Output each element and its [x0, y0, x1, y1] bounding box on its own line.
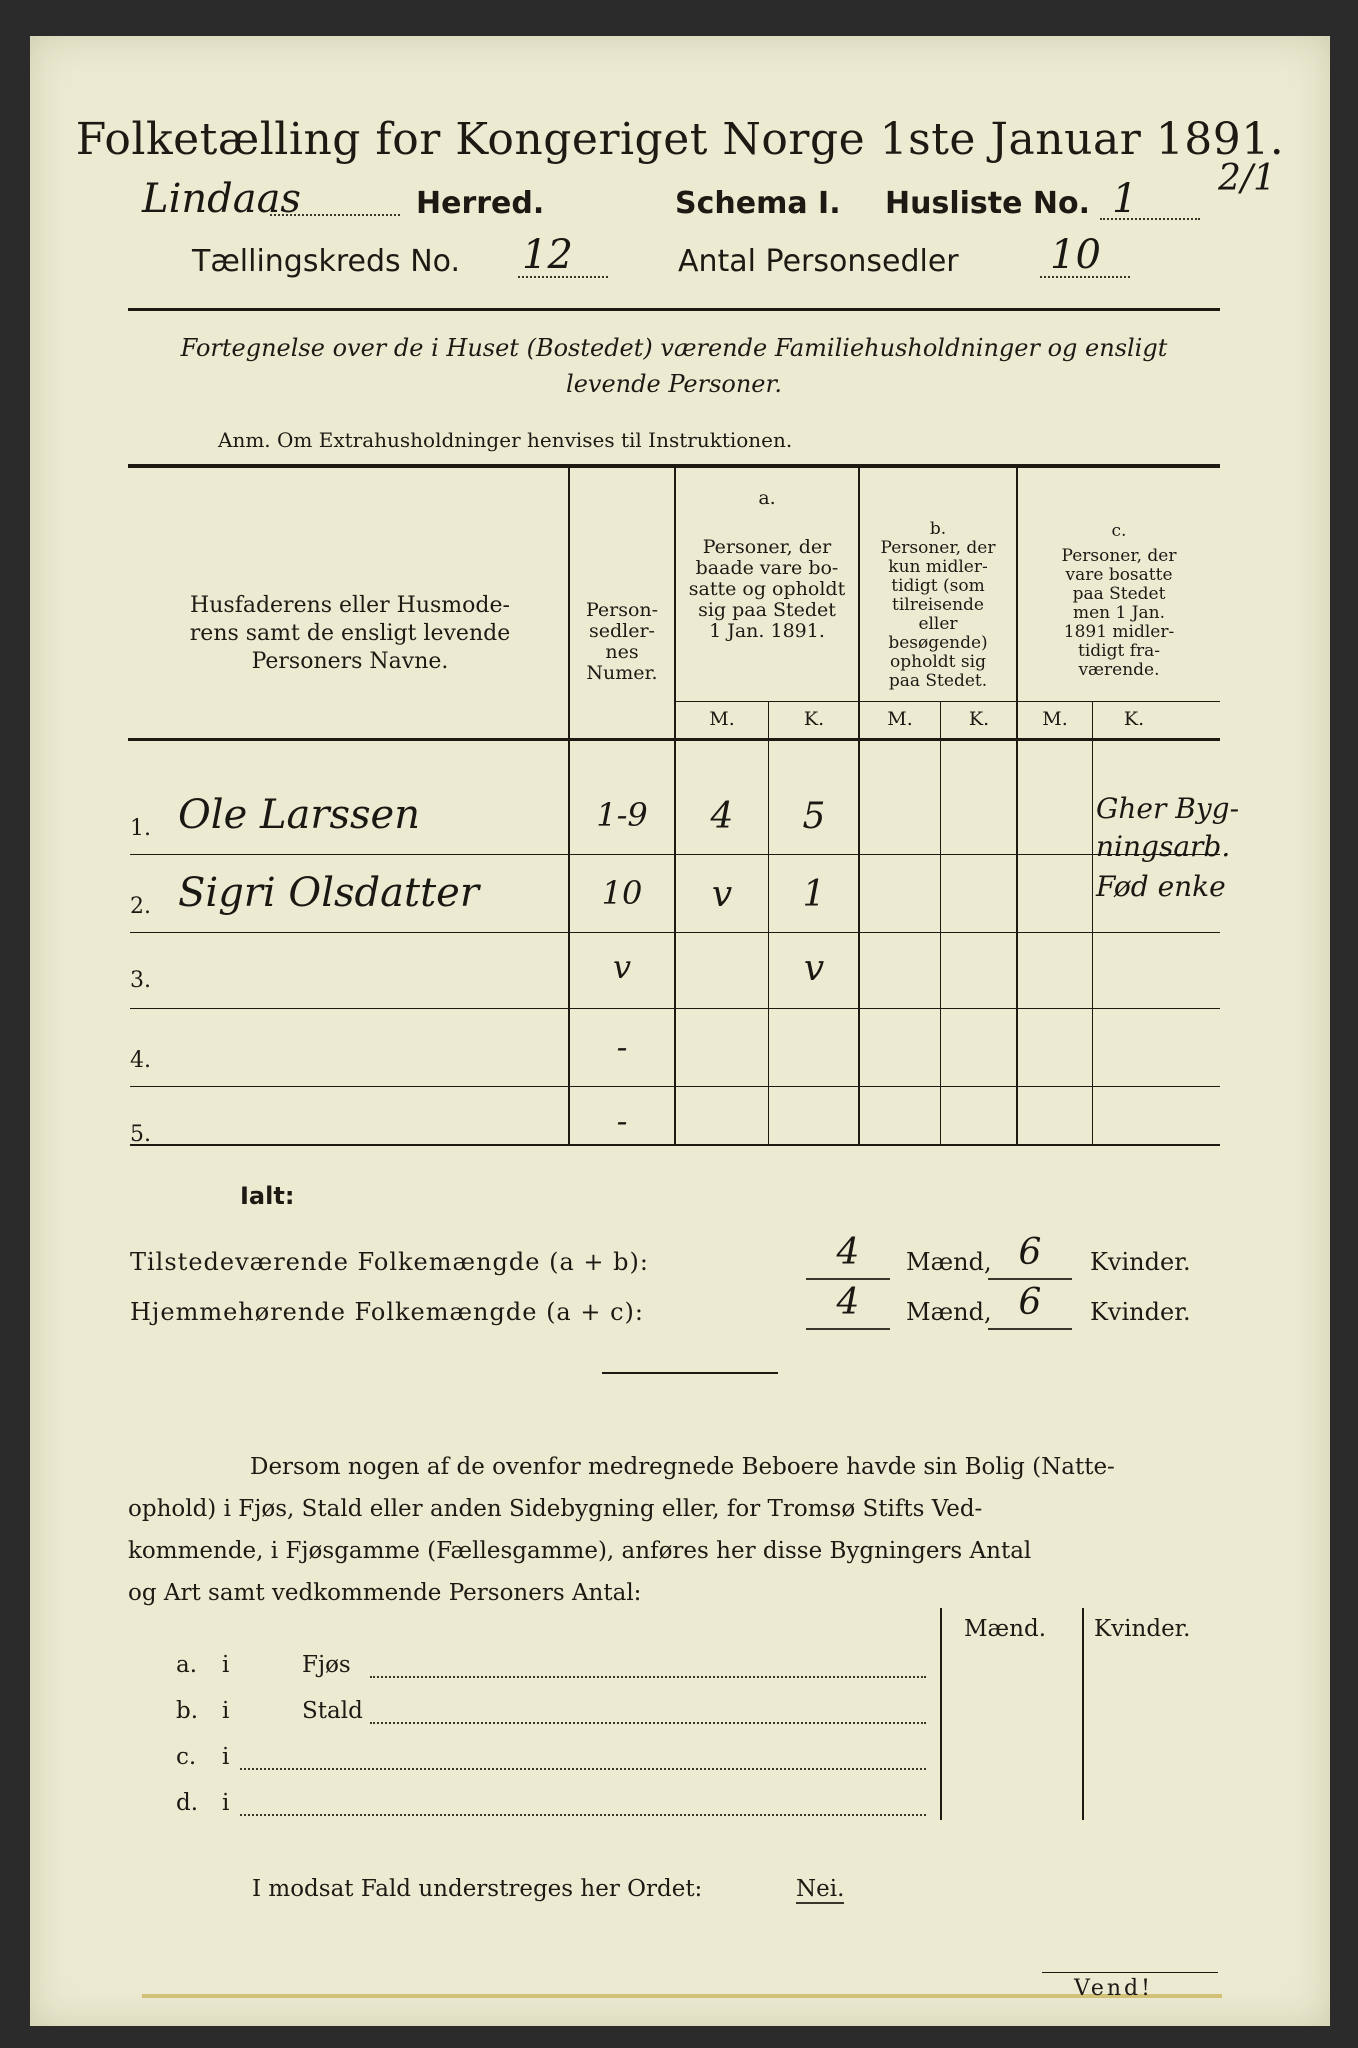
cell-num: v [612, 948, 632, 986]
col-line-b-mid [940, 701, 941, 1144]
cell-ck-remark: Gher Byg-ningsarb. [1096, 792, 1240, 863]
kreds-dots [518, 276, 608, 278]
table-row-rule [130, 854, 1220, 855]
col-c-header [1018, 522, 1220, 680]
cell-num: - [616, 1028, 628, 1066]
row-number: 5. [130, 1122, 151, 1147]
building-paragraph [128, 1446, 1220, 1614]
cell-ak: v [803, 948, 825, 989]
husliste-label: Husliste No. [885, 186, 1090, 221]
total1-women: 6 [988, 1232, 1072, 1280]
col-names-l2: rens samt de ensligt levende [189, 621, 511, 646]
col-names-l3: Personers Navne. [251, 649, 449, 674]
row-number: 4. [130, 1048, 151, 1073]
herred-label: Herred. [416, 186, 545, 221]
cell-num: 1-9 [596, 796, 648, 834]
building-dots [370, 1676, 926, 1678]
building-label: Fjøs [302, 1652, 351, 1678]
antal-value: 10 [1050, 232, 1101, 278]
herred-dots [270, 214, 400, 216]
cell-ak: 5 [802, 796, 826, 837]
col-a-l4: sig paa Stedet [698, 599, 836, 621]
footer-text: I modsat Fald understreges her Ordet: [252, 1876, 703, 1902]
col-num-l4: Numer. [586, 662, 658, 684]
building-label: Stald [302, 1698, 363, 1724]
total1-maend: Mænd, [906, 1248, 992, 1276]
row-number: 3. [130, 968, 151, 993]
col-c-l5: 1891 midler- [1063, 622, 1175, 642]
building-i: i [222, 1652, 230, 1678]
header-rule [128, 308, 1220, 311]
col-b-k: K. [968, 708, 990, 730]
mk-subheader-rule [674, 701, 1220, 702]
building-letter: c. [176, 1744, 197, 1770]
cell-ck-remark: Fød enke [1096, 870, 1226, 903]
buildings-maend-header: Mænd. [964, 1616, 1047, 1642]
row-number: 1. [130, 816, 151, 841]
table-row-rule [130, 1144, 1220, 1146]
table-row-rule [130, 932, 1220, 933]
col-num-l2: sedler- [589, 620, 655, 642]
husliste-dots [1100, 218, 1200, 220]
total2-women: 6 [988, 1282, 1072, 1330]
total2-kvinder: Kvinder. [1090, 1298, 1191, 1326]
schema-label: Schema I. [675, 186, 841, 221]
col-b-l4: tilreisende [891, 595, 984, 615]
table-row-rule [130, 1086, 1220, 1087]
paragraph-l2: ophold) i Fjøs, Stald eller anden Sidebygning eller, for Tromsø Stifts Ved- [128, 1496, 983, 1522]
col-c-l3: paa Stedet [1072, 584, 1166, 604]
bottom-edge-stain [142, 1994, 1222, 1998]
kreds-label: Tællingskreds No. [192, 244, 460, 279]
col-c-l6: tidigt fra- [1077, 641, 1160, 661]
col-b-l3: tidigt (som [891, 576, 985, 596]
col-c-l4: men 1 Jan. [1072, 603, 1166, 623]
col-b-l8: paa Stedet. [888, 671, 988, 691]
paragraph-l1: Dersom nogen af de ovenfor medregnede Beboere havde sin Bolig (Natte- [250, 1454, 1115, 1480]
vend-text: Vend! [1074, 1976, 1153, 2001]
col-b-l2: kun midler- [888, 557, 988, 577]
building-dots [240, 1814, 926, 1816]
total1-men: 4 [806, 1232, 890, 1280]
cell-am: 4 [710, 796, 734, 837]
buildings-line-1 [940, 1608, 942, 1820]
building-i: i [222, 1744, 230, 1770]
total2-label: Hjemmehørende Folkemængde (a + c): [130, 1298, 644, 1326]
col-names-l1: Husfaderens eller Husmode- [190, 593, 510, 618]
building-letter: a. [176, 1652, 198, 1678]
herred-value: Lindaas [142, 176, 301, 222]
building-i: i [222, 1790, 230, 1816]
col-line-a-mid [768, 701, 769, 1144]
subtitle-line1: Fortegnelse over de i Huset (Bostedet) værende Familiehusholdninger og ensligt [180, 334, 1168, 362]
col-a-l5: 1 Jan. 1891. [709, 620, 825, 642]
person-name: Ole Larssen [178, 792, 420, 838]
footer-word: Nei. [796, 1876, 845, 1902]
buildings-kvinder-header: Kvinder. [1094, 1616, 1191, 1642]
col-num-l3: nes [605, 641, 639, 663]
building-dots [240, 1768, 926, 1770]
col-a-header [676, 488, 858, 642]
person-name: Sigri Olsdatter [178, 870, 479, 916]
building-dots [370, 1722, 926, 1724]
total2-maend: Mænd, [906, 1298, 992, 1326]
table-row-rule [130, 1008, 1220, 1009]
col-a-l2: baade vare bo- [695, 557, 839, 579]
col-b-l6: besøgende) [888, 633, 988, 653]
col-line-c-mid [1092, 701, 1093, 1144]
col-c-l2: vare bosatte [1065, 565, 1173, 585]
subtitle-line2: levende Personer. [566, 370, 782, 398]
col-a-letter: a. [758, 487, 776, 509]
col-b-header [860, 520, 1016, 691]
total1-label: Tilstedeværende Folkemængde (a + b): [130, 1248, 649, 1276]
building-i: i [222, 1698, 230, 1724]
col-b-l7: opholdt sig [890, 652, 986, 672]
cell-ak: 1 [802, 874, 826, 915]
paragraph-l3: kommende, i Fjøsgamme (Fællesgamme), anføres her disse Bygningers Antal [128, 1538, 1032, 1564]
ialt-label: Ialt: [240, 1182, 295, 1210]
antal-dots [1040, 276, 1130, 278]
total1-kvinder: Kvinder. [1090, 1248, 1191, 1276]
building-letter: d. [176, 1790, 199, 1816]
col-c-l7: værende. [1078, 660, 1160, 680]
col-b-m: M. [887, 708, 913, 730]
cell-num: - [616, 1102, 628, 1140]
census-form [30, 36, 1330, 2026]
col-a-m: M. [709, 708, 735, 730]
note: Anm. Om Extrahusholdninger henvises til Instruktionen. [218, 428, 793, 452]
col-c-m: M. [1042, 708, 1068, 730]
col-c-k: K. [1123, 708, 1145, 730]
paragraph-l4: og Art samt vedkommende Personers Antal: [128, 1580, 642, 1606]
col-c-l1: Personer, der [1061, 546, 1177, 566]
vend-rule [1042, 1972, 1218, 1973]
husliste-value: 1 [1112, 176, 1138, 222]
antal-label: Antal Personsedler [678, 244, 959, 279]
col-b-l1: Personer, der [880, 538, 996, 558]
buildings-line-2 [1082, 1608, 1084, 1820]
cell-am: v [711, 874, 733, 915]
form-title: Folketælling for Kongeriget Norge 1ste Januar 1891. [75, 114, 1285, 165]
col-a-l3: satte og opholdt [688, 578, 846, 600]
cell-num: 10 [601, 874, 643, 912]
col-b-l5: eller [918, 614, 958, 634]
col-b-letter: b. [929, 519, 947, 539]
col-a-k: K. [803, 708, 825, 730]
col-c-letter: c. [1111, 521, 1127, 541]
col-a-l1: Personer, der [702, 536, 832, 558]
section-divider [602, 1372, 778, 1374]
row-number: 2. [130, 894, 151, 919]
col-num-header [570, 600, 674, 684]
kreds-value: 12 [522, 232, 573, 278]
col-num-l1: Person- [585, 599, 659, 621]
building-letter: b. [176, 1698, 199, 1724]
col-names-header [140, 592, 560, 676]
total2-men: 4 [806, 1282, 890, 1330]
corner-mark: 2/1 [1218, 158, 1276, 199]
